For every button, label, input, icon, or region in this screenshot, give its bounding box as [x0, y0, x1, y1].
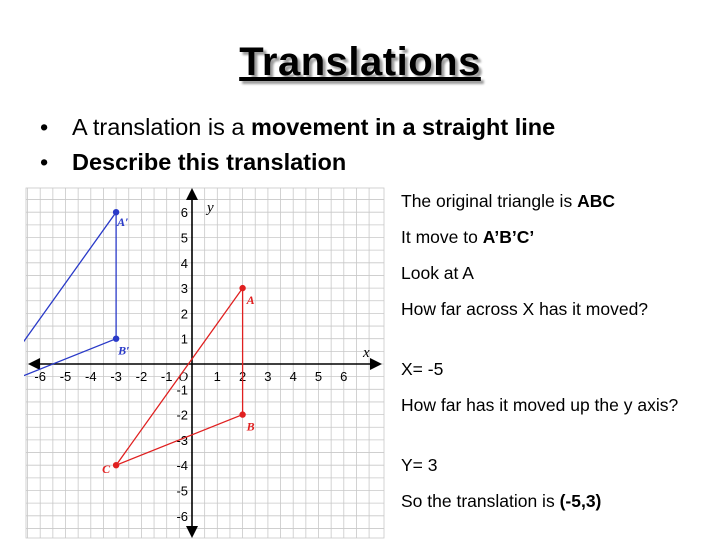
- x-axis-arrow-right-icon: [370, 358, 382, 370]
- x-tick-label: -4: [85, 369, 97, 384]
- note-text: So the translation is: [401, 491, 560, 511]
- origin-label: O: [178, 369, 188, 384]
- y-tick-label: 3: [180, 281, 188, 297]
- bullet-emphasis: Describe this translation: [72, 149, 347, 175]
- y-tick-label: 4: [180, 255, 188, 271]
- bullet-emphasis: movement in a straight line: [250, 114, 556, 140]
- x-tick-label: 1: [213, 369, 221, 384]
- original-label-a: A: [246, 293, 255, 308]
- note-text: It move to: [401, 227, 483, 247]
- x-tick-label: -5: [59, 369, 72, 384]
- slide-title: Translations: [239, 40, 481, 84]
- note-text: The original triangle is: [401, 191, 578, 211]
- image-vertex-b: [113, 336, 119, 342]
- bullet-text: A translation is a: [72, 114, 251, 140]
- y-tick-label: 5: [180, 230, 188, 246]
- bullet-item: [40, 110, 720, 145]
- x-tick-label: 2: [238, 369, 247, 384]
- x-tick-label: -3: [110, 369, 122, 384]
- bullet-item: [40, 145, 720, 180]
- note-answer-x: X= -5: [401, 359, 444, 379]
- note-emphasis: ABC: [577, 191, 615, 211]
- y-axis-label: y: [207, 200, 214, 216]
- x-tick-label: 4: [289, 369, 297, 384]
- y-tick-label: 6: [180, 205, 188, 221]
- y-axis-arrow-down-icon: [186, 526, 198, 538]
- original-vertex-a: [239, 285, 245, 291]
- x-tick-label: -1: [160, 369, 173, 384]
- y-tick-label: 1: [180, 331, 188, 347]
- note-image: [401, 226, 701, 248]
- note-look: Look at A: [401, 263, 474, 283]
- note-answer-y: Y= 3: [401, 455, 438, 475]
- note-question-x: How far across X has it moved?: [401, 299, 649, 319]
- y-tick-label: -3: [176, 432, 188, 448]
- x-tick-label: 5: [314, 369, 323, 384]
- bullet-glyph: •: [40, 149, 49, 175]
- original-label-b: B: [246, 419, 255, 434]
- coordinate-graph: [24, 186, 386, 540]
- y-tick-label: -1: [176, 382, 188, 398]
- note-emphasis: (-5,3): [559, 491, 602, 511]
- bullet-glyph: •: [40, 114, 49, 140]
- original-vertex-c: [113, 462, 119, 468]
- note-emphasis: A’B’C’: [482, 227, 535, 247]
- note-original: [401, 190, 701, 212]
- image-label-a: A′: [117, 215, 129, 230]
- x-tick-label: 6: [340, 369, 348, 384]
- image-label-b: B′: [118, 343, 130, 358]
- bullet-list: [40, 110, 720, 180]
- y-tick-label: -4: [176, 458, 188, 474]
- y-tick-label: -6: [176, 508, 188, 524]
- y-tick-label: -5: [176, 483, 188, 499]
- original-vertex-b: [239, 411, 245, 417]
- x-tick-label: -6: [34, 369, 46, 384]
- x-tick-label: -2: [135, 369, 148, 384]
- note-question-y: How far has it moved up the y axis?: [401, 395, 679, 415]
- y-tick-label: -2: [176, 407, 188, 423]
- original-label-c: C: [102, 462, 111, 477]
- x-tick-label: 3: [264, 369, 272, 384]
- note-conclusion: [401, 490, 701, 512]
- y-axis-arrow-up-icon: [186, 188, 198, 200]
- x-axis-label: x: [363, 345, 370, 361]
- y-tick-label: 2: [180, 306, 188, 322]
